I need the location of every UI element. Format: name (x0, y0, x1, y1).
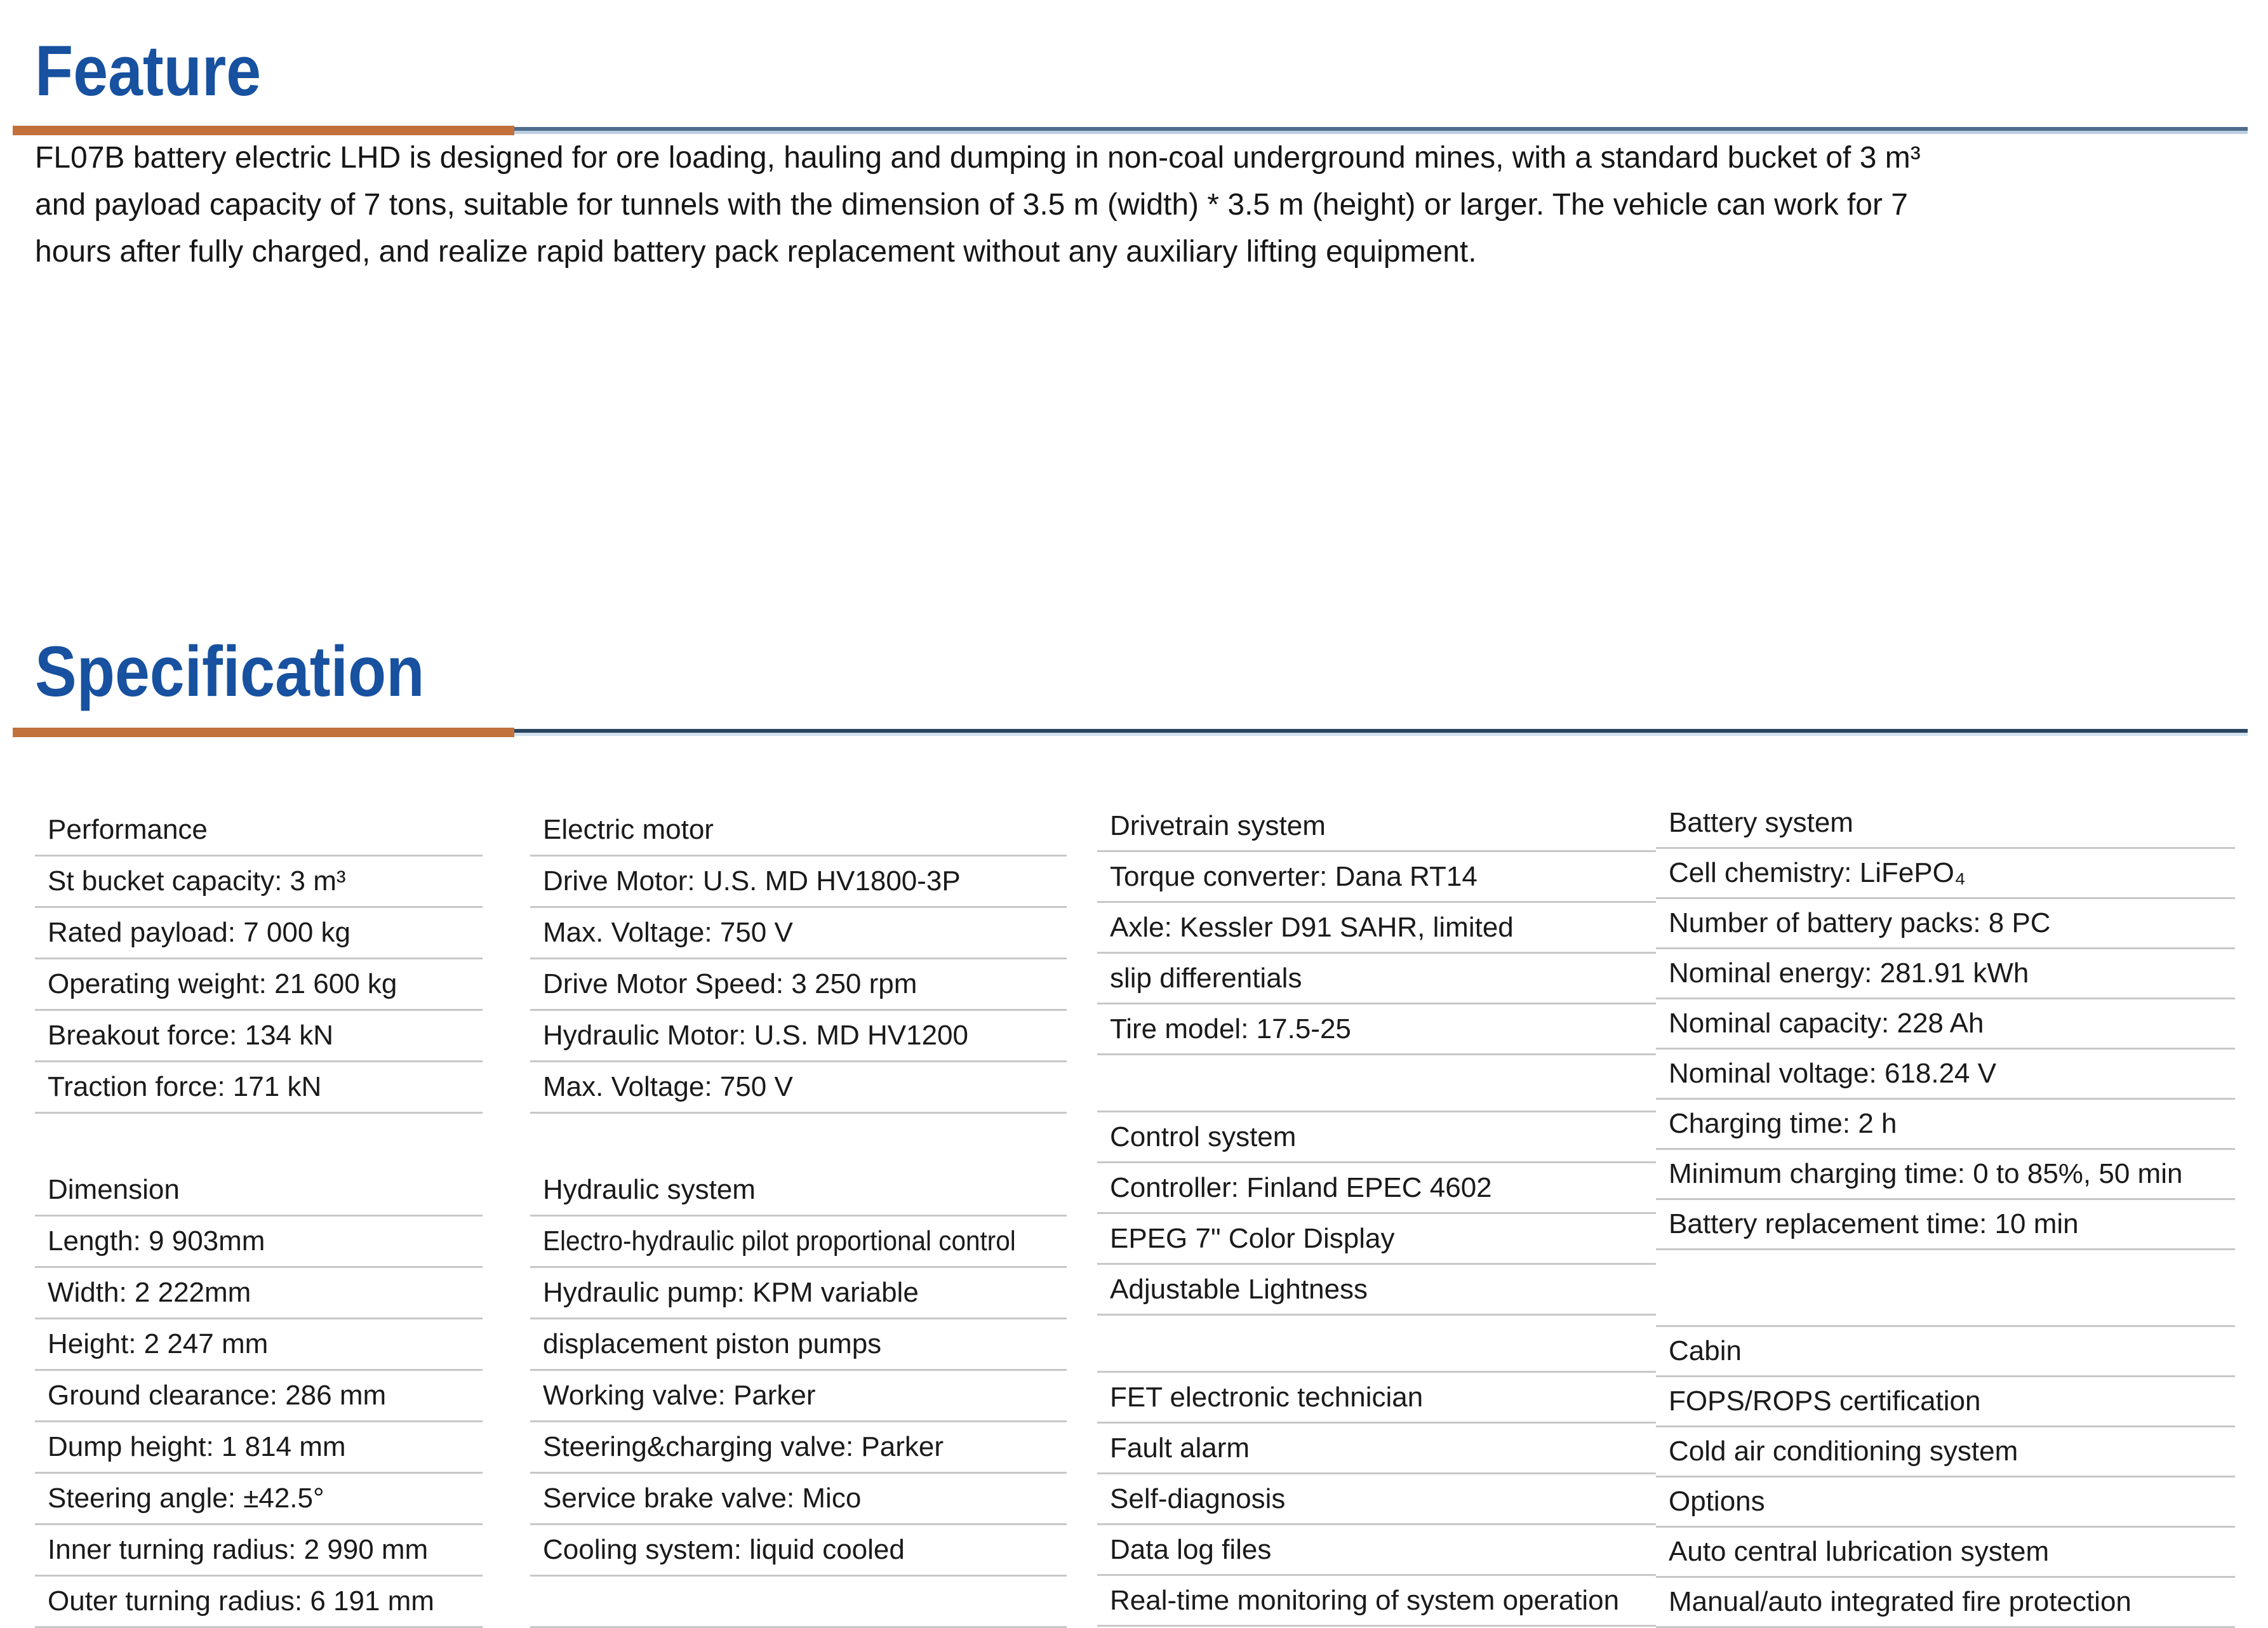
spec-section-header: Drivetrain system (1097, 801, 1656, 852)
spec-section-header: Electric motor (530, 805, 1067, 857)
spec-column-drivetrain-control (1097, 801, 1656, 1627)
feature-heading-rule (13, 126, 2248, 135)
spec-row-spacer (530, 1577, 1067, 1628)
spec-row-spacer (530, 1114, 1067, 1165)
spec-row: Max. Voltage: 750 V (530, 908, 1067, 959)
spec-row: Hydraulic Motor: U.S. MD HV1200 (530, 1011, 1067, 1062)
spec-section-header: FET electronic technician (1097, 1373, 1656, 1424)
spec-row: Axle: Kessler D91 SAHR, limited (1097, 903, 1656, 954)
spec-row (530, 1217, 1067, 1268)
spec-row: Outer turning radius: 6 191 mm (35, 1577, 483, 1628)
spec-row: Adjustable Lightness (1097, 1265, 1656, 1316)
spec-row: Rated payload: 7 000 kg (35, 908, 483, 959)
spec-row: Breakout force: 134 kN (35, 1011, 483, 1062)
spec-section-header: Control system (1097, 1112, 1656, 1163)
spec-row-spacer (1097, 1316, 1656, 1373)
spec-row: Width: 2 222mm (35, 1268, 483, 1319)
spec-row: Service brake valve: Mico (530, 1474, 1067, 1525)
spec-row: Cell chemistry: LiFePO₄ (1656, 849, 2235, 899)
spec-row: Controller: Finland EPEC 4602 (1097, 1163, 1656, 1214)
spec-row: Tire model: 17.5-25 (1097, 1004, 1656, 1055)
spec-row: Cooling system: liquid cooled (530, 1525, 1067, 1577)
spec-row: Operating weight: 21 600 kg (35, 959, 483, 1011)
spec-row: Manual/auto integrated fire protection (1656, 1578, 2235, 1628)
spec-column-performance-dimension (35, 805, 483, 1628)
spec-row: Steering&charging valve: Parker (530, 1422, 1067, 1474)
spec-row-spacer (1097, 1055, 1656, 1112)
spec-row: Fault alarm (1097, 1424, 1656, 1474)
spec-row: FOPS/ROPS certification (1656, 1377, 2235, 1427)
feature-paragraph-line: FL07B battery electric LHD is designed for ore loading, hauling and dumping in non-coal underground mines, with a standard bucket of 3 m³ (35, 141, 1921, 175)
spec-row-spacer (35, 1114, 483, 1165)
spec-row: slip differentials (1097, 954, 1656, 1004)
spec-column-battery-cabin-options (1656, 799, 2235, 1628)
spec-row: displacement piston pumps (530, 1319, 1067, 1371)
feature-paragraph (35, 135, 1921, 276)
spec-row: EPEG 7" Color Display (1097, 1214, 1656, 1265)
rule-orange-segment (13, 728, 514, 737)
rule-orange-segment (13, 126, 514, 135)
spec-row-label: Electro-hydraulic pilot proportional control (543, 1225, 1016, 1257)
spec-column-electric-hydraulic (530, 805, 1067, 1628)
spec-row-spacer (1656, 1250, 2235, 1327)
rule-blue-segment (514, 729, 2248, 736)
spec-row: Charging time: 2 h (1656, 1100, 2235, 1150)
feature-paragraph-line: and payload capacity of 7 tons, suitable for tunnels with the dimension of 3.5 m (width) * 3.5 m (height) or larger. The vehicle can work for 7 (35, 188, 1908, 222)
spec-row: Data log files (1097, 1525, 1656, 1576)
spec-row: Drive Motor: U.S. MD HV1800-3P (530, 857, 1067, 908)
spec-row: Dump height: 1 814 mm (35, 1422, 483, 1474)
spec-row: Length: 9 903mm (35, 1217, 483, 1268)
specification-heading-rule (13, 728, 2248, 737)
spec-row: Max. Voltage: 750 V (530, 1062, 1067, 1114)
spec-section-header: Options (1656, 1478, 2235, 1528)
spec-row: Cold air conditioning system (1656, 1427, 2235, 1478)
spec-row: Hydraulic pump: KPM variable (530, 1268, 1067, 1319)
spec-row: Real-time monitoring of system operation (1097, 1576, 1656, 1627)
spec-row: Drive Motor Speed: 3 250 rpm (530, 959, 1067, 1011)
spec-row: Torque converter: Dana RT14 (1097, 852, 1656, 903)
spec-row: Ground clearance: 286 mm (35, 1371, 483, 1422)
spec-row: Height: 2 247 mm (35, 1319, 483, 1371)
spec-section-header: Dimension (35, 1165, 483, 1217)
spec-row: Nominal energy: 281.91 kWh (1656, 949, 2235, 999)
feature-heading: Feature (35, 31, 262, 110)
specification-heading: Specification (35, 632, 425, 711)
spec-row: Nominal capacity: 228 Ah (1656, 999, 2235, 1050)
spec-row: St bucket capacity: 3 m³ (35, 857, 483, 908)
spec-section-header: Battery system (1656, 799, 2235, 849)
spec-row: Traction force: 171 kN (35, 1062, 483, 1114)
spec-row: Minimum charging time: 0 to 85%, 50 min (1656, 1150, 2235, 1200)
spec-section-header: Performance (35, 805, 483, 857)
spec-row: Inner turning radius: 2 990 mm (35, 1525, 483, 1577)
spec-row: Working valve: Parker (530, 1371, 1067, 1422)
spec-row: Auto central lubrication system (1656, 1528, 2235, 1578)
spec-section-header: Hydraulic system (530, 1165, 1067, 1217)
spec-row: Number of battery packs: 8 PC (1656, 899, 2235, 949)
spec-row: Nominal voltage: 618.24 V (1656, 1050, 2235, 1100)
rule-blue-segment (514, 127, 2248, 134)
spec-row: Self-diagnosis (1097, 1474, 1656, 1525)
spec-row: Steering angle: ±42.5° (35, 1474, 483, 1525)
spec-section-header: Cabin (1656, 1327, 2235, 1377)
spec-row: Battery replacement time: 10 min (1656, 1200, 2235, 1250)
feature-paragraph-line: hours after fully charged, and realize rapid battery pack replacement without any auxiliary lifting equipment. (35, 235, 1477, 269)
